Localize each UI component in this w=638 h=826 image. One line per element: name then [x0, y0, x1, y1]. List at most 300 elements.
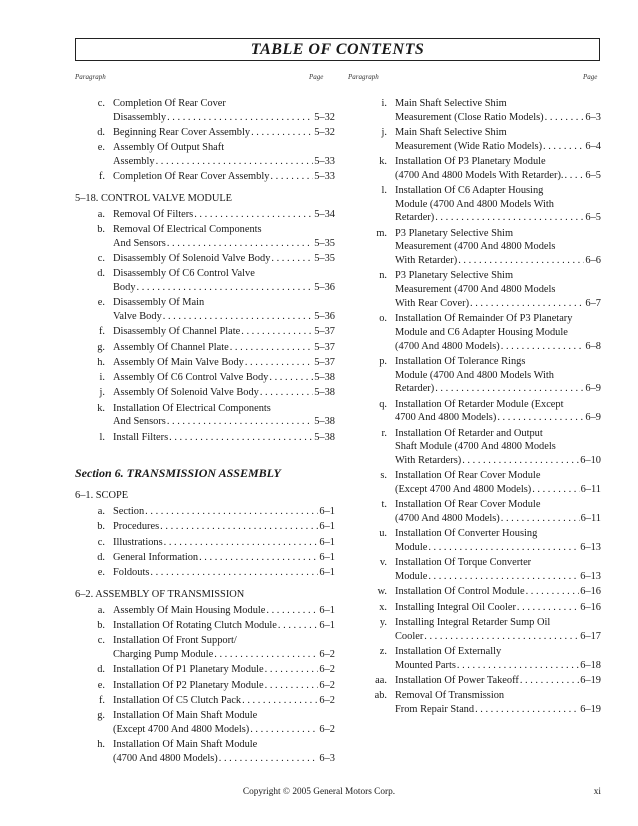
- entry-last-line: [395, 169, 601, 183]
- paragraph-heading[interactable]: 6–2. ASSEMBLY OF TRANSMISSION: [75, 589, 245, 601]
- toc-entry[interactable]: [348, 469, 601, 496]
- entry-text-line: Procedures: [113, 521, 160, 533]
- entry-text-line: P3 Planetary Selective Shim: [395, 227, 514, 239]
- entry-page-number: 5–38: [314, 372, 335, 384]
- entry-content: [395, 427, 601, 468]
- entry-letter: y.: [379, 616, 387, 628]
- toc-entry[interactable]: [348, 269, 601, 310]
- dot-leader: [242, 694, 318, 708]
- entry-page-number: 6–19: [580, 703, 601, 715]
- toc-entry[interactable]: [75, 252, 335, 266]
- entry-last-line: [113, 208, 335, 222]
- entry-content: [395, 498, 601, 525]
- entry-content: [395, 184, 601, 225]
- entry-last-line: [113, 325, 335, 339]
- dot-leader: [278, 619, 318, 633]
- toc-entry[interactable]: [348, 427, 601, 468]
- entry-text-line: Assembly Of C6 Control Valve Body: [113, 372, 269, 384]
- toc-entry[interactable]: [75, 402, 335, 429]
- entry-last-line: [395, 541, 601, 555]
- entry-content: [113, 356, 335, 370]
- entry-page-number: 5–37: [314, 341, 335, 353]
- toc-entry[interactable]: [348, 498, 601, 525]
- entry-letter: i.: [99, 372, 105, 384]
- entry-letter: v.: [379, 557, 387, 569]
- entry-text-line: (Except 4700 And 4800 Models): [395, 483, 532, 495]
- toc-entry[interactable]: [348, 398, 601, 425]
- toc-group: [75, 505, 335, 580]
- dot-leader: [266, 604, 318, 618]
- toc-entry[interactable]: [75, 356, 335, 370]
- entry-text-line: Installation Of Tolerance Rings: [395, 355, 526, 367]
- dot-leader: [428, 570, 579, 584]
- toc-entry[interactable]: [75, 97, 335, 124]
- entry-text-line: Removal Of Transmission: [395, 690, 505, 702]
- toc-entry[interactable]: [348, 184, 601, 225]
- entry-content: [113, 341, 335, 355]
- toc-entry[interactable]: [75, 551, 335, 565]
- entry-page-number: 6–2: [319, 649, 335, 661]
- entry-page-number: 5–37: [314, 326, 335, 338]
- entry-letter: x.: [379, 601, 387, 613]
- entry-text-line: Installation Of C5 Clutch Pack: [113, 694, 242, 706]
- entry-text-line: Main Shaft Selective Shim: [395, 127, 507, 138]
- entry-page-number: 5–36: [314, 311, 335, 322]
- entry-content: [113, 520, 335, 534]
- entry-letter: c.: [97, 536, 105, 548]
- toc-entry[interactable]: [348, 527, 601, 554]
- entry-content: [113, 386, 335, 400]
- entry-letter: c.: [97, 253, 105, 264]
- entry-letter: d.: [97, 127, 105, 138]
- right-page-header: Page: [583, 73, 598, 81]
- entry-text-line: Module: [395, 541, 428, 553]
- entry-text-line: (4700 And 4800 Models): [395, 340, 500, 352]
- dot-leader: [199, 551, 318, 565]
- dot-leader: [219, 752, 319, 766]
- entry-page-number: 6–7: [585, 297, 601, 309]
- entry-text-line: Installation Of Retarder Module (Except: [395, 398, 564, 410]
- entry-content: [113, 634, 335, 661]
- entry-last-line: [113, 604, 335, 618]
- entry-letter: h.: [97, 356, 105, 368]
- entry-content: [113, 694, 335, 708]
- entry-text-line: Assembly Of Solenoid Valve Body: [113, 387, 259, 399]
- entry-page-number: 6–17: [580, 630, 601, 642]
- entry-last-line: [113, 679, 335, 693]
- entry-page-number: 6–2: [319, 664, 335, 676]
- dot-leader: [475, 703, 579, 717]
- dot-leader: [163, 310, 313, 324]
- toc-entry[interactable]: [75, 738, 335, 765]
- dot-leader: [424, 630, 579, 644]
- entry-text-line: Beginning Rear Cover Assembly: [113, 127, 251, 138]
- toc-entry[interactable]: [75, 223, 335, 250]
- entry-last-line: [113, 415, 335, 429]
- entry-text-line: Assembly Of Main Housing Module: [113, 604, 266, 616]
- toc-entry[interactable]: [348, 689, 601, 716]
- entry-text-line: Removal Of Filters: [113, 208, 194, 220]
- entry-text-line: Disassembly: [113, 111, 167, 123]
- entry-page-number: 6–5: [585, 212, 601, 224]
- paragraph-heading[interactable]: 6–1. SCOPE: [75, 490, 129, 502]
- entry-content: [395, 97, 601, 124]
- entry-content: [395, 469, 601, 496]
- entry-text-line: Disassembly Of Solenoid Valve Body: [113, 253, 271, 264]
- toc-entry[interactable]: [75, 325, 335, 339]
- toc-entry[interactable]: [75, 709, 335, 736]
- entry-text-line: Installation Of Main Shaft Module: [113, 710, 258, 722]
- toc-entry[interactable]: [75, 371, 335, 385]
- toc-entry[interactable]: [348, 355, 601, 396]
- entry-last-line: [395, 254, 601, 268]
- dot-leader: [497, 411, 584, 425]
- entry-text-line: (4700 And 4800 Models): [395, 512, 500, 524]
- dot-leader: [160, 520, 318, 534]
- entry-content: [113, 97, 335, 124]
- entry-last-line: [113, 431, 335, 445]
- entry-content: [395, 689, 601, 716]
- entry-last-line: [113, 126, 335, 140]
- entry-text-line: Module and C6 Adapter Housing Module: [395, 326, 568, 338]
- dot-leader: [194, 208, 313, 222]
- entry-content: [113, 267, 335, 294]
- toc-entry[interactable]: [75, 505, 335, 519]
- dot-leader: [241, 325, 313, 339]
- entry-last-line: [395, 340, 601, 354]
- entry-letter: s.: [380, 470, 387, 482]
- toc-entry[interactable]: [75, 386, 335, 400]
- dot-leader: [520, 674, 579, 688]
- entry-text-line: Illustrations: [113, 536, 163, 548]
- dot-leader: [214, 648, 318, 662]
- entry-content: [395, 645, 601, 672]
- toc-entry[interactable]: [348, 97, 601, 124]
- entry-letter: c.: [97, 635, 105, 647]
- entry-page-number: 5–35: [314, 253, 335, 264]
- entry-letter: l.: [381, 185, 387, 196]
- entry-text-line: Shaft Module (4700 And 4800 Models: [395, 441, 556, 453]
- entry-last-line: [395, 570, 601, 584]
- left-paragraph-header: Paragraph: [75, 73, 106, 81]
- entry-last-line: [113, 536, 335, 550]
- toc-entry[interactable]: [75, 566, 335, 580]
- entry-last-line: [113, 111, 335, 125]
- toc-entry[interactable]: [348, 616, 601, 643]
- toc-entry[interactable]: [348, 155, 601, 182]
- entry-last-line: [395, 297, 601, 311]
- page-number: xi: [593, 787, 601, 797]
- entry-letter: e.: [97, 297, 105, 309]
- dot-leader: [245, 356, 313, 370]
- entry-letter: c.: [97, 98, 105, 109]
- dot-leader: [543, 140, 584, 154]
- right-column: [348, 97, 601, 718]
- entry-last-line: [395, 111, 601, 125]
- toc-entry[interactable]: [75, 604, 335, 618]
- toc-group: [75, 604, 335, 766]
- entry-last-line: [395, 585, 601, 599]
- entry-page-number: 6–3: [585, 111, 601, 123]
- entry-content: [113, 170, 335, 184]
- entry-last-line: [113, 694, 335, 708]
- entry-last-line: [113, 170, 335, 184]
- entry-page-number: 6–2: [319, 694, 335, 706]
- entry-content: [113, 402, 335, 429]
- entry-text-line: Cooler: [395, 630, 424, 642]
- toc-entry[interactable]: [75, 170, 335, 184]
- entry-last-line: [395, 630, 601, 644]
- entry-page-number: 6–1: [319, 620, 335, 632]
- entry-letter: k.: [97, 402, 105, 414]
- dot-leader: [265, 679, 319, 693]
- entry-text-line: Installation Of Rotating Clutch Module: [113, 620, 277, 632]
- entry-text-line: (4700 And 4800 Models With Retarder).: [395, 169, 564, 181]
- entry-page-number: 6–8: [585, 340, 601, 352]
- entry-page-number: 6–1: [319, 521, 335, 533]
- paragraph-heading[interactable]: 5–18. CONTROL VALVE MODULE: [75, 193, 233, 204]
- entry-last-line: [395, 411, 601, 425]
- entry-text-line: Installation Of Rear Cover Module: [395, 470, 541, 482]
- dot-leader: [167, 237, 313, 251]
- entry-letter: f.: [98, 694, 105, 706]
- page-title: TABLE OF CONTENTS: [250, 40, 425, 58]
- entry-content: [113, 566, 335, 580]
- entry-text-line: 4700 And 4800 Models): [395, 412, 497, 424]
- entry-last-line: [395, 601, 601, 615]
- entry-last-line: [113, 310, 335, 324]
- entry-content: [395, 616, 601, 643]
- entry-text-line: Retarder): [395, 383, 435, 395]
- entry-text-line: Installation Of Retarder and Output: [395, 427, 543, 439]
- toc-entry[interactable]: [348, 585, 601, 599]
- entry-last-line: [113, 252, 335, 266]
- entry-last-line: [113, 619, 335, 633]
- entry-text-line: Installation Of Externally: [395, 645, 502, 657]
- entry-text-line: Installation Of P1 Planetary Module: [113, 664, 264, 676]
- dot-leader: [457, 659, 579, 673]
- entry-last-line: [113, 566, 335, 580]
- entry-text-line: With Retarders): [395, 454, 462, 466]
- toc-entry[interactable]: [75, 267, 335, 294]
- toc-entry[interactable]: [348, 312, 601, 353]
- left-page-header: Page: [309, 73, 324, 81]
- toc-entry[interactable]: [348, 556, 601, 583]
- entry-content: [395, 227, 601, 268]
- entry-last-line: [113, 356, 335, 370]
- entry-text-line: Measurement (4700 And 4800 Models: [395, 284, 556, 296]
- entry-last-line: [395, 382, 601, 396]
- entry-letter: ab.: [374, 690, 387, 702]
- toc-entry[interactable]: [75, 296, 335, 323]
- entry-text-line: Main Shaft Selective Shim: [395, 98, 507, 109]
- entry-page-number: 6–16: [580, 601, 601, 613]
- entry-letter: a.: [97, 506, 105, 518]
- entry-letter: d.: [97, 552, 105, 564]
- entry-letter: e.: [97, 679, 105, 691]
- entry-content: [113, 208, 335, 222]
- entry-text-line: Retarder): [395, 212, 435, 224]
- entry-page-number: 6–18: [580, 659, 601, 671]
- entry-content: [113, 709, 335, 736]
- dot-leader: [230, 341, 313, 355]
- entry-text-line: Measurement (4700 And 4800 Models: [395, 241, 556, 253]
- entry-text-line: Installation Of Torque Converter: [395, 557, 532, 569]
- entry-page-number: 6–5: [585, 169, 601, 181]
- dot-leader: [271, 252, 313, 266]
- toc-entry[interactable]: [75, 619, 335, 633]
- entry-text-line: (4700 And 4800 Models): [113, 752, 218, 764]
- entry-last-line: [113, 723, 335, 737]
- entry-page-number: 6–6: [585, 255, 601, 267]
- entry-last-line: [113, 505, 335, 519]
- entry-last-line: [395, 211, 601, 225]
- toc-entry[interactable]: [75, 141, 335, 168]
- entry-last-line: [113, 155, 335, 169]
- entry-text-line: Valve Body: [113, 311, 162, 322]
- entry-content: [395, 312, 601, 353]
- entry-page-number: 6–4: [585, 140, 601, 152]
- entry-letter: m.: [376, 227, 387, 239]
- entry-content: [113, 252, 335, 266]
- toc-entry[interactable]: [75, 536, 335, 550]
- entry-page-number: 5–32: [314, 111, 335, 123]
- dot-leader: [265, 663, 319, 677]
- toc-entry[interactable]: [75, 520, 335, 534]
- dot-leader: [501, 340, 585, 354]
- toc-entry[interactable]: [75, 679, 335, 693]
- entry-last-line: [113, 551, 335, 565]
- entry-page-number: 5–38: [314, 416, 335, 428]
- entry-page-number: 5–32: [314, 127, 335, 138]
- entry-text-line: Installation Of Power Takeoff: [395, 674, 519, 686]
- entry-page-number: 5–33: [314, 156, 335, 167]
- entry-text-line: Module (4700 And 4800 Models With: [395, 369, 554, 381]
- toc-entry[interactable]: [348, 645, 601, 672]
- entry-content: [395, 556, 601, 583]
- toc-entry[interactable]: [348, 674, 601, 688]
- entry-letter: k.: [379, 156, 387, 167]
- entry-text-line: General Information: [113, 552, 199, 564]
- entry-text-line: Disassembly Of C6 Control Valve: [113, 268, 255, 280]
- entry-text-line: Installing Integral Retarder Sump Oil: [395, 616, 551, 628]
- entry-page-number: 6–1: [319, 552, 335, 564]
- entry-content: [395, 155, 601, 182]
- dot-leader: [145, 505, 318, 519]
- entry-content: [113, 141, 335, 168]
- entry-page-number: 6–9: [585, 412, 601, 424]
- entry-letter: w.: [377, 586, 387, 598]
- entry-page-number: 6–2: [319, 723, 335, 735]
- entry-page-number: 6–13: [580, 570, 601, 582]
- entry-letter: j.: [381, 127, 387, 138]
- toc-entry[interactable]: [348, 601, 601, 615]
- entry-letter: n.: [379, 270, 387, 282]
- entry-text-line: Section: [113, 506, 145, 518]
- entry-page-number: 6–11: [580, 483, 601, 495]
- entry-last-line: [395, 703, 601, 717]
- toc-entry[interactable]: [348, 227, 601, 268]
- dot-leader: [156, 155, 314, 169]
- entry-content: [395, 601, 601, 615]
- toc-entry[interactable]: [75, 208, 335, 222]
- entry-text-line: Installation Of P2 Planetary Module: [113, 679, 264, 691]
- toc-group: [348, 97, 601, 717]
- left-column: [75, 97, 335, 767]
- toc-group: [75, 97, 335, 184]
- entry-content: [395, 527, 601, 554]
- entry-letter: z.: [379, 645, 387, 657]
- entry-text-line: Measurement (Close Ratio Models): [395, 111, 544, 123]
- entry-text-line: Foldouts: [113, 567, 150, 579]
- toc-entry[interactable]: [75, 694, 335, 708]
- entry-letter: u.: [379, 528, 387, 540]
- entry-text-line: With Retarder): [395, 255, 458, 267]
- entry-text-line: Measurement (Wide Ratio Models): [395, 140, 543, 152]
- entry-page-number: 6–19: [580, 674, 601, 686]
- entry-text-line: Removal Of Electrical Components: [113, 224, 262, 235]
- entry-letter: d.: [97, 664, 105, 676]
- entry-last-line: [395, 140, 601, 154]
- entry-content: [113, 296, 335, 323]
- dot-leader: [435, 382, 584, 396]
- entry-letter: i.: [381, 98, 387, 109]
- entry-text-line: Assembly Of Channel Plate: [113, 341, 229, 353]
- entry-page-number: 5–38: [314, 431, 335, 443]
- dot-leader: [462, 454, 579, 468]
- entry-text-line: And Sensors: [113, 237, 166, 249]
- entry-last-line: [395, 674, 601, 688]
- toc-entry[interactable]: [75, 634, 335, 661]
- dot-leader: [150, 566, 318, 580]
- entry-text-line: Assembly Of Output Shaft: [113, 142, 225, 154]
- entry-letter: d.: [97, 268, 105, 280]
- toc-entry[interactable]: [75, 341, 335, 355]
- entry-content: [113, 536, 335, 550]
- dot-leader: [251, 126, 313, 140]
- entry-text-line: Installation Of Converter Housing: [395, 528, 538, 540]
- toc-entry[interactable]: [348, 126, 601, 153]
- right-paragraph-header: Paragraph: [348, 73, 379, 81]
- entry-page-number: 6–13: [580, 541, 601, 553]
- toc-entry[interactable]: [75, 663, 335, 677]
- entry-text-line: Installation Of P3 Planetary Module: [395, 156, 546, 167]
- entry-page-number: 5–38: [314, 387, 335, 399]
- dot-leader: [164, 536, 319, 550]
- entry-text-line: Disassembly Of Main: [113, 297, 205, 309]
- entry-content: [113, 551, 335, 565]
- entry-letter: b.: [97, 521, 105, 533]
- entry-text-line: Install Filters: [113, 431, 169, 443]
- entry-letter: j.: [99, 387, 105, 399]
- entry-content: [113, 223, 335, 250]
- entry-text-line: Installation Of C6 Adapter Housing: [395, 185, 544, 196]
- toc-entry[interactable]: [75, 126, 335, 140]
- entry-letter: f.: [98, 171, 105, 183]
- entry-text-line: With Rear Cover): [395, 297, 470, 309]
- section-heading[interactable]: Section 6. TRANSMISSION ASSEMBLY: [75, 466, 281, 481]
- entry-page-number: 6–16: [580, 586, 601, 598]
- entry-content: [113, 126, 335, 140]
- entry-page-number: 6–1: [319, 604, 335, 616]
- entry-content: [395, 269, 601, 310]
- entry-page-number: 6–10: [580, 454, 601, 466]
- toc-entry[interactable]: [75, 431, 335, 445]
- dot-leader: [565, 169, 585, 183]
- dot-leader: [526, 585, 580, 599]
- entry-letter: p.: [379, 355, 387, 367]
- entry-page-number: 5–35: [314, 237, 335, 249]
